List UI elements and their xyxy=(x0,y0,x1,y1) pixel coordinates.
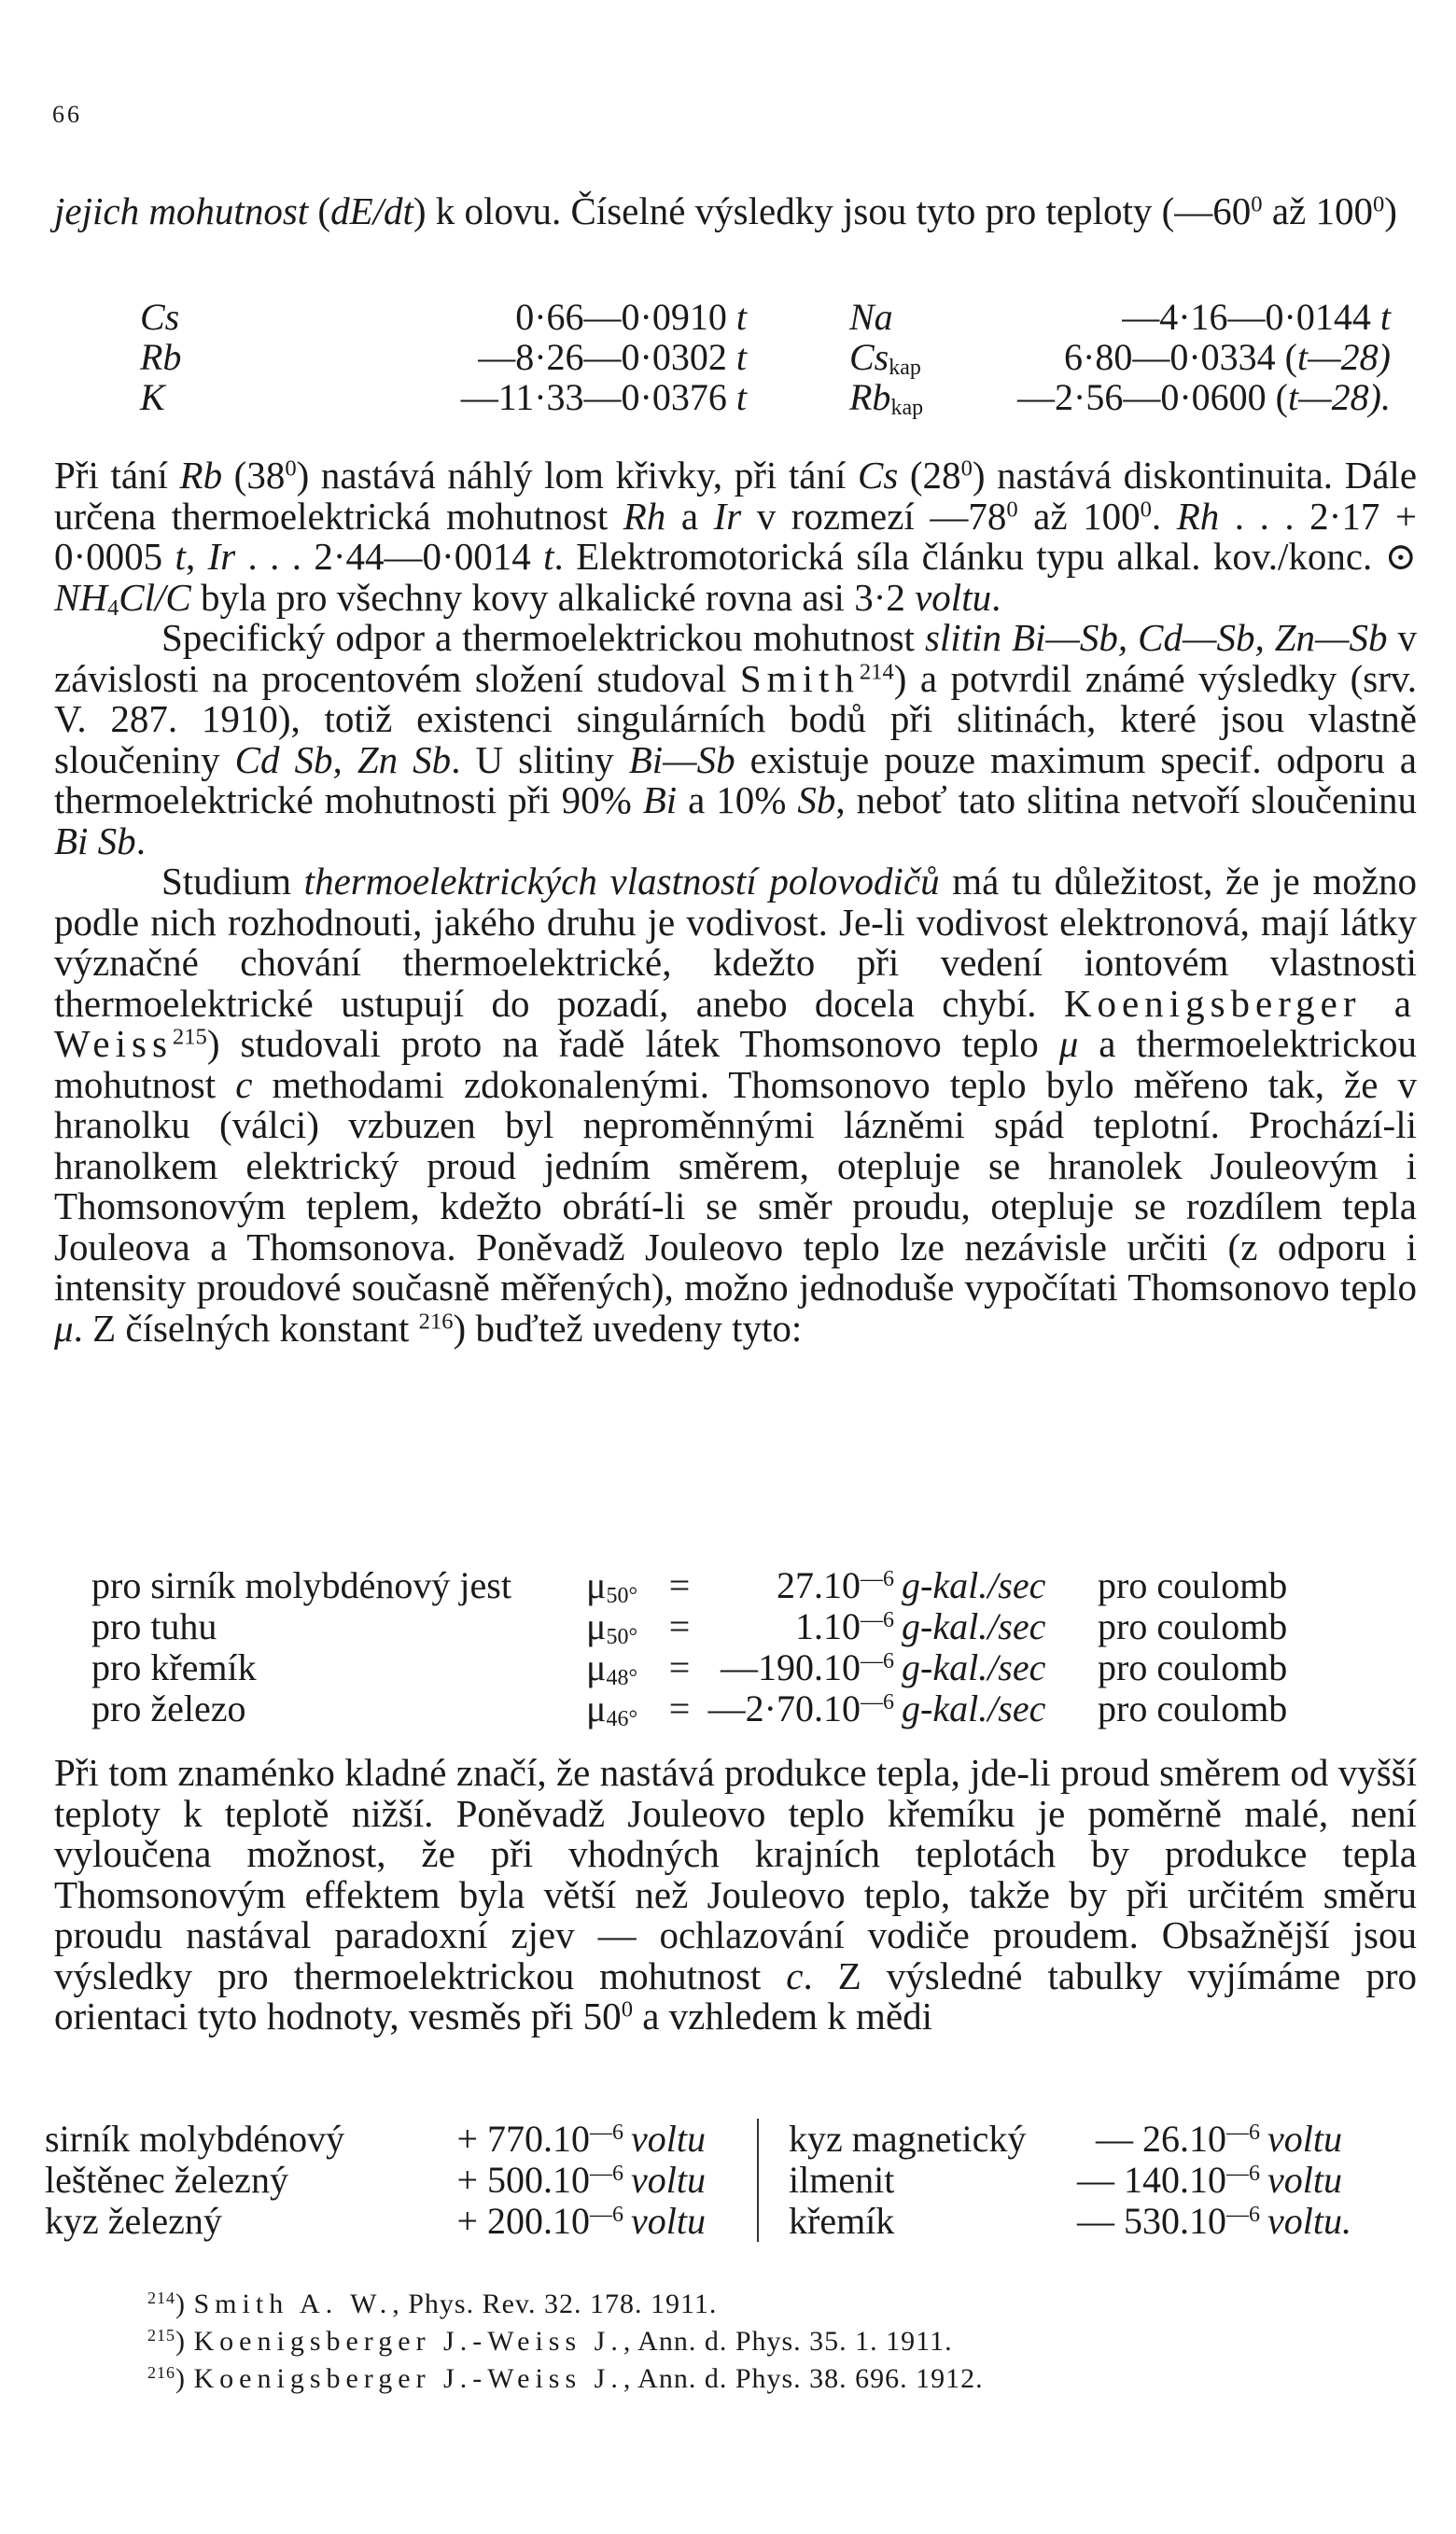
degree-sup: 0 xyxy=(285,455,297,482)
temp-var: t xyxy=(735,376,747,418)
exponent: —6 xyxy=(590,2202,623,2227)
exponent: —6 xyxy=(590,2161,623,2186)
footnote-citation: , Ann. d. Phys. 38. 696. 1912. xyxy=(623,2363,984,2394)
footnote-citation: , Ann. d. Phys. 35. 1. 1911. xyxy=(623,2326,953,2357)
footnote-paren: ) xyxy=(175,2326,186,2357)
intro-text xyxy=(54,191,1417,232)
footnote xyxy=(147,2326,953,2358)
italic-run: Cl/C xyxy=(119,575,191,619)
text-run: existuje pouze maximum specif. odporu a thermoelektrické mohutnosti při 90% xyxy=(54,737,1417,821)
text-run: ) nastává náhlý lom křivky, při tání xyxy=(296,454,858,497)
intro-span: ( xyxy=(308,189,331,232)
element-symbol: Cs xyxy=(849,336,889,378)
value: + 200.10 xyxy=(456,2200,590,2242)
footnote-number: 214 xyxy=(147,2289,175,2308)
temp-sub: 46° xyxy=(606,1706,638,1731)
footnote-number: 216 xyxy=(147,2363,175,2383)
table-row xyxy=(91,1647,1287,1688)
table-row xyxy=(140,377,1391,417)
italic-run: Rh xyxy=(1176,494,1220,538)
mu-symbol: μ xyxy=(586,1564,607,1606)
text-run: methodami zdokonalenými. Thomsonovo teplo bylo měřeno tak, že v hranolku (válci) vzbuzen byl neproměnnými lázněmi spád teplotní. Prochází-li hranolkem elektrický proud jedním směrem, otepluje se hranolek Jouleovým i Thomsonovým teplem, kdežto obrátí-li se směr proudu, otepluje se rozdílem tepla Jouleova a Thomsonova. Poněvadž Jouleovo teplo lze nezávisle určiti (z odporu i intensity proudové současně měřených), možno jednoduše vypočítati Thomsonovo teplo xyxy=(54,1062,1417,1309)
italic-run: Bi Sb xyxy=(54,819,136,862)
emf-formula: —11·33—0·0376 xyxy=(460,376,736,418)
equals-sign: = xyxy=(668,1564,691,1606)
material-label: pro tuhu xyxy=(91,1605,217,1647)
table-row xyxy=(45,2160,1351,2201)
unit: voltu xyxy=(631,2200,706,2242)
italic-run: Bi xyxy=(642,778,678,821)
table-row xyxy=(45,2201,1351,2242)
degree-sup: 0 xyxy=(621,1996,633,2023)
value: + 500.10 xyxy=(456,2159,590,2201)
unit: voltu. xyxy=(1267,2200,1351,2242)
unit-per: pro coulomb xyxy=(1098,1646,1288,1688)
degree-sup: 0 xyxy=(960,455,973,482)
text-run: (28 xyxy=(898,454,961,497)
paragraph xyxy=(54,1753,1417,2037)
unit: g-kal./sec xyxy=(902,1646,1046,1688)
emf-formula: —4·16—0·0144 xyxy=(1122,296,1380,338)
footnote xyxy=(147,2363,984,2395)
text-run: a 10% xyxy=(677,778,798,821)
value: — 26.10 xyxy=(1096,2118,1226,2160)
italic-run: Cd Sb, Zn Sb xyxy=(234,737,452,781)
equals-sign: = xyxy=(668,1646,691,1688)
italic-run: t xyxy=(175,535,186,578)
symbol-sub: kap xyxy=(889,355,921,380)
unit: voltu xyxy=(631,2118,706,2160)
thermoelectric-power-table xyxy=(45,2119,1351,2242)
exponent: —6 xyxy=(861,1689,894,1715)
mineral-name: křemík xyxy=(758,2201,1073,2242)
value: —190.10 xyxy=(721,1646,861,1688)
degree-sup: 0 xyxy=(1140,496,1152,522)
intro-span: ) xyxy=(1384,189,1397,232)
exponent: —6 xyxy=(861,1607,894,1632)
text-run: v rozmezí —78 xyxy=(741,494,1007,538)
temp-sub: 50° xyxy=(606,1583,638,1608)
temp-sub: 48° xyxy=(606,1665,638,1690)
formula-sub: 4 xyxy=(106,595,119,621)
unit: g-kal./sec xyxy=(902,1605,1046,1647)
intro-italic: jejich mohutnost xyxy=(54,189,309,232)
element-symbol: Cs xyxy=(140,296,180,338)
italic-run: μ xyxy=(54,1306,74,1350)
text-run: ) nastává diskontinuita. Dále určena thermoelektrická mohutnost xyxy=(54,454,1418,538)
unit-per: pro coulomb xyxy=(1098,1687,1288,1729)
material-label: pro sirník molybdénový jest xyxy=(91,1564,511,1606)
equals-sign: = xyxy=(668,1687,691,1729)
exponent: —6 xyxy=(590,2120,623,2145)
unit: g-kal./sec xyxy=(902,1687,1046,1729)
exponent: —6 xyxy=(861,1648,894,1673)
exponent: —6 xyxy=(1226,2202,1260,2227)
temp-sub: 50° xyxy=(606,1624,638,1649)
paragraph xyxy=(54,618,1417,861)
element-symbol: K xyxy=(140,376,165,418)
italic-run: μ xyxy=(1058,1022,1079,1065)
emf-formula: 0·66—0·0910 xyxy=(515,296,736,338)
value: + 770.10 xyxy=(456,2118,590,2160)
temp-var: t—28) xyxy=(1296,336,1391,378)
element-symbol: Na xyxy=(849,296,893,338)
italic-run: slitin Bi—Sb, Cd—Sb, Zn—Sb xyxy=(924,616,1388,659)
text-run: Specifický odpor a thermoelektrickou mohutnost xyxy=(161,616,925,659)
mu-symbol: μ xyxy=(586,1687,607,1729)
degree-sup: 0 xyxy=(1006,496,1018,522)
text-run: . Elektromotorická síla článku typu alkal. kov./konc. ⊙ xyxy=(553,535,1418,578)
footnote-author: Koenigsberger J.-Weiss J. xyxy=(193,2363,623,2394)
intro-formula: dE/dt xyxy=(330,189,413,232)
symbol-sub: kap xyxy=(890,395,924,420)
italic-run: Rb xyxy=(179,454,223,497)
exponent: —6 xyxy=(1226,2120,1260,2145)
text-run: až 100 xyxy=(1017,494,1141,538)
text-run: Studium xyxy=(161,860,304,903)
unit: voltu xyxy=(1267,2159,1342,2201)
emf-formula: —8·26—0·0302 xyxy=(478,336,736,378)
italic-run: c xyxy=(786,1953,804,1997)
paragraph xyxy=(54,454,1418,621)
author-name: Koenigsberger a Weiss xyxy=(54,981,1418,1065)
value: 27.10 xyxy=(777,1564,861,1606)
unit-per: pro coulomb xyxy=(1098,1564,1288,1606)
footnote-number: 215 xyxy=(147,2326,175,2345)
italic-run: Sb xyxy=(797,778,836,821)
value: —2·70.10 xyxy=(707,1687,861,1729)
value: — 140.10 xyxy=(1077,2159,1226,2201)
italic-run: Ir xyxy=(713,494,742,538)
table-row xyxy=(91,1606,1287,1647)
footnote-paren: ) xyxy=(175,2363,186,2394)
italic-run: Rh xyxy=(623,494,666,538)
text-run: . xyxy=(991,575,1001,619)
table-row xyxy=(45,2119,1351,2160)
text-run: . Z výsledné tabulky vyjímáme pro orientaci tyto hodnoty, vesměs při 50 xyxy=(54,1953,1417,2037)
text-run: , neboť tato slitina netvoří sloučeninu xyxy=(835,778,1417,821)
table-row xyxy=(91,1565,1287,1606)
unit: voltu xyxy=(1267,2118,1342,2160)
emf-formula: —2·56—0·0600 ( xyxy=(1017,376,1288,418)
mineral-name: kyz magnetický xyxy=(758,2119,1073,2160)
italic-run: NH xyxy=(54,575,107,619)
value: 1.10 xyxy=(795,1605,861,1647)
text-run: ) a potvrdil známé výsledky (srv. V. 287. 1910), totiž existenci singulárních bodů při slitinách, které jsou vlastně sloučeniny xyxy=(54,656,1418,781)
table-row xyxy=(140,337,1391,377)
unit: g-kal./sec xyxy=(902,1564,1046,1606)
text-run: . . . 2·44—0·0014 xyxy=(235,535,544,578)
element-symbol: Rb xyxy=(849,376,891,418)
temp-var: t xyxy=(735,296,747,338)
table-row xyxy=(91,1688,1287,1729)
intro-span: až 100 xyxy=(1262,189,1373,232)
page-number: 66 xyxy=(52,101,82,128)
author-name: Smith xyxy=(739,656,860,700)
material-label: pro křemík xyxy=(91,1646,257,1688)
emf-formula: 6·80—0·0334 ( xyxy=(1064,336,1297,378)
text-run: , xyxy=(185,535,208,578)
footnote-ref: 214 xyxy=(859,658,894,684)
equals-sign: = xyxy=(668,1605,691,1647)
text-run: . xyxy=(1151,494,1177,538)
thermo-emf-table xyxy=(140,296,1391,420)
body-text xyxy=(54,455,1417,1349)
mu-symbol: μ xyxy=(586,1605,607,1647)
exponent: —6 xyxy=(861,1566,894,1591)
text-run: (38 xyxy=(222,454,286,497)
value: — 530.10 xyxy=(1077,2200,1226,2242)
text-run: ) studovali proto na řadě látek Thomsonovo teplo xyxy=(206,1022,1059,1065)
italic-run: Ir xyxy=(207,535,236,578)
italic-run: thermoelektrických vlastností polovodičů xyxy=(303,860,940,903)
intro-span: ) k olovu. Číselné výsledky jsou tyto pro teploty (—60 xyxy=(413,189,1252,232)
text-run: a xyxy=(665,494,714,538)
text-run: . U slitiny xyxy=(451,737,629,781)
footnote-ref: 215 xyxy=(172,1024,207,1050)
italic-run: c xyxy=(235,1062,253,1106)
text-run: v závislosti na procentovém složení studoval xyxy=(54,616,1417,700)
degree-sup: 0 xyxy=(1251,191,1263,217)
text-run: a vzhledem k mědi xyxy=(632,1995,933,2037)
mu-symbol: μ xyxy=(586,1646,607,1688)
text-run: . Z číselných konstant xyxy=(73,1306,419,1350)
mineral-name: kyz železný xyxy=(45,2200,222,2242)
italic-run: t xyxy=(543,535,554,578)
text-run: a thermoelektrickou mohutnost xyxy=(54,1022,1417,1106)
italic-run: Cs xyxy=(857,454,899,497)
text-run: Při tání xyxy=(54,454,180,497)
footnote-citation: , Phys. Rev. 32. 178. 1911. xyxy=(392,2289,718,2319)
footnote-ref: 216 xyxy=(418,1308,454,1334)
text-run: Při tom znaménko kladné značí, že nastává produkce tepla, jde-li proud směrem od vyšší teploty k teplotě nižší. Poněvadž Jouleovo teplo křemíku je poměrně malé, není vyloučena možnost, že při vhodných krajních teplotách by produkce tepla Thomsonovým effektem byla větší než Jouleovo teplo, takže by při určitém směru proudu nastával paradoxní zjev — ochlazování vodiče proudem. Obsažnější jsou výsledky pro thermoelektrickou mohutnost xyxy=(54,1751,1417,1997)
unit-per: pro coulomb xyxy=(1098,1605,1288,1647)
text-run: má tu důležitost, že je možno podle nich rozhodnouti, jakého druhu je vodivost. Je-li vodivost elektronová, mají látky význačné chování thermoelektrické, kdežto při vedení iontovém vlastnosti thermoelektrické ustupují do pozadí, anebo docela chybí. xyxy=(54,860,1417,1025)
temp-var: t xyxy=(1379,296,1391,338)
body-text-2 xyxy=(54,1753,1417,2037)
temp-var: t—28). xyxy=(1287,376,1391,418)
text-run: . . . 2·17 + 0·0005 xyxy=(54,494,1417,578)
footnote-author: Smith A. W. xyxy=(193,2289,393,2319)
degree-sup: 0 xyxy=(1373,191,1385,217)
italic-run: voltu xyxy=(915,575,992,619)
thomson-heat-table xyxy=(91,1565,1287,1729)
material-label: pro železo xyxy=(91,1687,246,1729)
element-symbol: Rb xyxy=(140,336,182,378)
mineral-name: sirník molybdénový xyxy=(45,2118,345,2160)
paragraph xyxy=(54,861,1417,1349)
mineral-name: leštěnec železný xyxy=(45,2159,288,2201)
unit: voltu xyxy=(631,2159,706,2201)
text-run: byla pro všechny kovy alkalické rovna asi 3·2 xyxy=(190,575,916,619)
mineral-name: ilmenit xyxy=(758,2160,1073,2201)
exponent: —6 xyxy=(1226,2161,1260,2186)
italic-run: Bi—Sb xyxy=(628,737,735,781)
text-run: ) buďtež uvedeny tyto: xyxy=(453,1306,803,1350)
temp-var: t xyxy=(735,336,747,378)
footnote xyxy=(147,2289,717,2320)
footnote-paren: ) xyxy=(175,2289,186,2319)
table-row xyxy=(140,297,1391,337)
text-run: . xyxy=(135,819,146,862)
footnote-author: Koenigsberger J.-Weiss J. xyxy=(193,2326,623,2357)
